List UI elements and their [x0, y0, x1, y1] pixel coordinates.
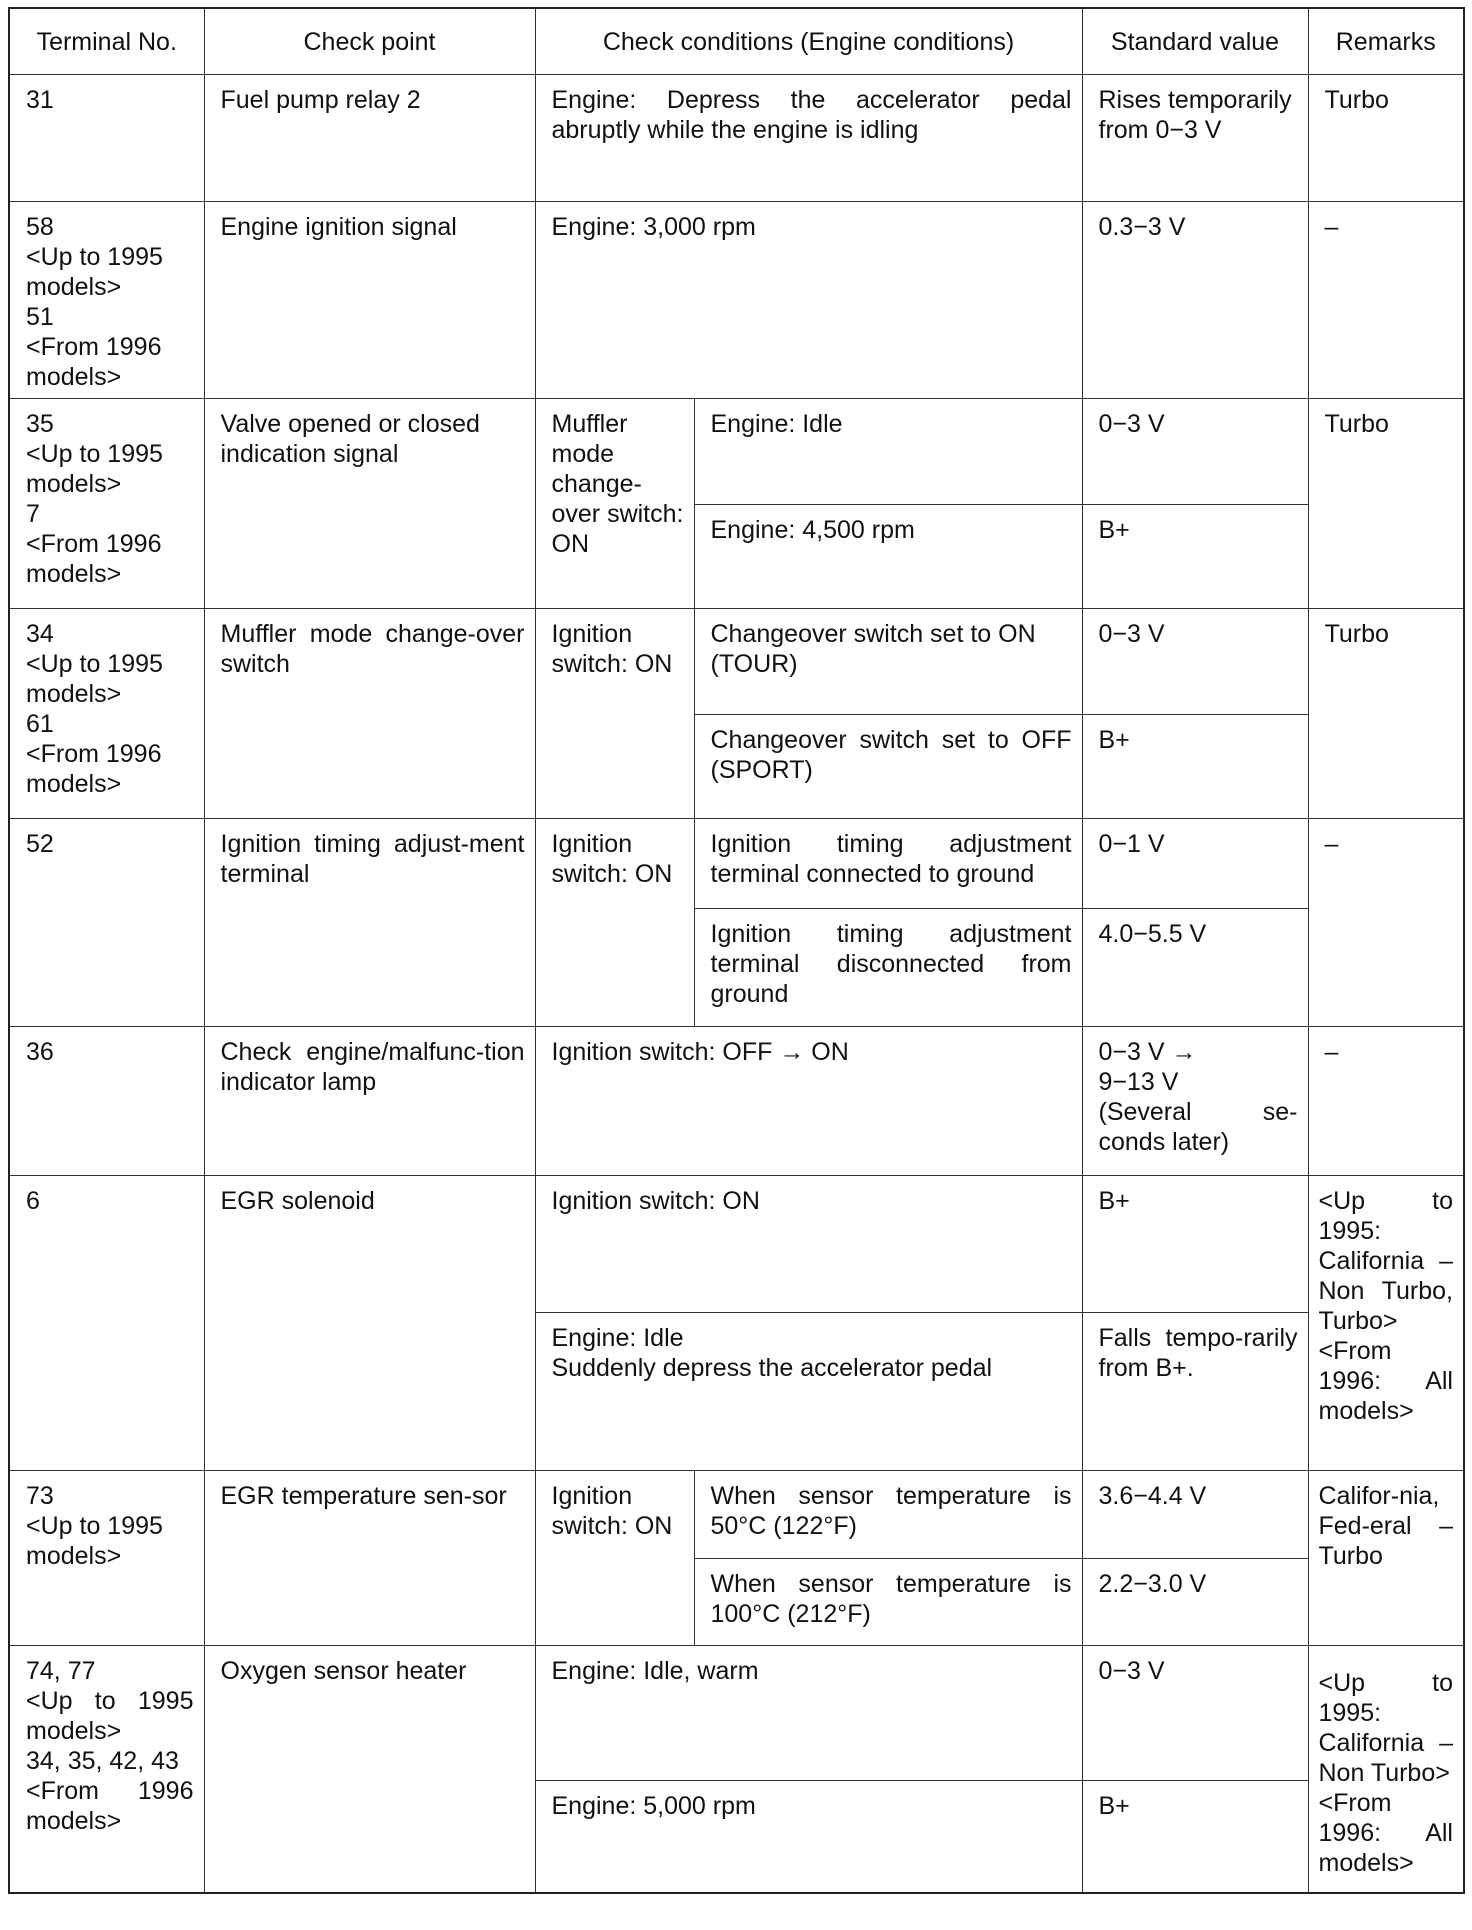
header-check-conditions: Check conditions (Engine conditions): [535, 8, 1082, 75]
terminal-cell: 6: [9, 1176, 204, 1471]
terminal-cell: 74, 77 <Up to 1995 models> 34, 35, 42, 43 <From 1996 models>: [9, 1646, 204, 1893]
condition-cell: Engine: Idle: [694, 399, 1082, 505]
check-point-cell: Valve opened or closed indication signal: [204, 399, 535, 609]
check-point-cell: Engine ignition signal: [204, 202, 535, 399]
condition-main-cell: Ignition switch: ON: [535, 1471, 694, 1646]
value-cell: 0−3 V → 9−13 V (Several se-conds later): [1082, 1027, 1308, 1176]
table-row: [9, 399, 1464, 505]
value-cell: B+: [1082, 1781, 1308, 1893]
terminal-cell: 58 <Up to 1995 models> 51 <From 1996 models>: [9, 202, 204, 399]
condition-cell: Engine: Idle, warm: [535, 1646, 1082, 1781]
value-cell: Rises temporarily from 0−3 V: [1082, 75, 1308, 202]
terminal-cell: 34 <Up to 1995 models> 61 <From 1996 models>: [9, 609, 204, 819]
value-cell: 0−1 V: [1082, 819, 1308, 909]
table-row: [9, 609, 1464, 715]
condition-cell: When sensor temperature is 50°C (122°F): [694, 1471, 1082, 1559]
table-row: [9, 202, 1464, 399]
condition-cell: Engine: 3,000 rpm: [535, 202, 1082, 399]
remarks-cell: Turbo: [1308, 399, 1464, 609]
condition-cell: Engine: 5,000 rpm: [535, 1781, 1082, 1893]
remarks-cell: Califor-nia, Fed-eral – Turbo: [1308, 1471, 1464, 1646]
table-row: [9, 1027, 1464, 1176]
condition-main-cell: Ignition switch: ON: [535, 819, 694, 1027]
value-cell: 0−3 V: [1082, 1646, 1308, 1781]
value-cell: B+: [1082, 505, 1308, 609]
value-cell: 4.0−5.5 V: [1082, 909, 1308, 1027]
remarks-cell: <Up to 1995: California – Non Turbo> <From 1996: All models>: [1308, 1646, 1464, 1893]
condition-cell: Engine: Idle Suddenly depress the accelerator pedal: [535, 1313, 1082, 1471]
condition-main-cell: Muffler mode change-over switch: ON: [535, 399, 694, 609]
remarks-cell: –: [1308, 819, 1464, 1027]
condition-cell: Changeover switch set to ON (TOUR): [694, 609, 1082, 715]
condition-cell: Ignition switch: OFF → ON: [535, 1027, 1082, 1176]
condition-cell: When sensor temperature is 100°C (212°F): [694, 1559, 1082, 1646]
header-row: [9, 8, 1464, 75]
header-remarks: Remarks: [1308, 8, 1464, 75]
remarks-cell: Turbo: [1308, 609, 1464, 819]
value-cell: Falls tempo-rarily from B+.: [1082, 1313, 1308, 1471]
value-cell: 0.3−3 V: [1082, 202, 1308, 399]
header-standard-value: Standard value: [1082, 8, 1308, 75]
condition-cell: Ignition timing adjustment terminal disconnected from ground: [694, 909, 1082, 1027]
table-row: [9, 1471, 1464, 1559]
table-row: [9, 819, 1464, 909]
table-row: [9, 1646, 1464, 1781]
condition-cell: Engine: Depress the accelerator pedal abruptly while the engine is idling: [535, 75, 1082, 202]
terminal-cell: 35 <Up to 1995 models> 7 <From 1996 models>: [9, 399, 204, 609]
check-point-cell: Check engine/malfunc-tion indicator lamp: [204, 1027, 535, 1176]
condition-cell: Ignition timing adjustment terminal connected to ground: [694, 819, 1082, 909]
check-point-cell: Muffler mode change-over switch: [204, 609, 535, 819]
value-cell: 2.2−3.0 V: [1082, 1559, 1308, 1646]
remarks-cell: –: [1308, 202, 1464, 399]
check-point-cell: Oxygen sensor heater: [204, 1646, 535, 1893]
header-terminal: Terminal No.: [9, 8, 204, 75]
terminal-cell: 36: [9, 1027, 204, 1176]
terminal-check-table: [8, 7, 1465, 1894]
terminal-cell: 73 <Up to 1995 models>: [9, 1471, 204, 1646]
remarks-cell: –: [1308, 1027, 1464, 1176]
condition-main-cell: Ignition switch: ON: [535, 609, 694, 819]
check-point-cell: EGR temperature sen-sor: [204, 1471, 535, 1646]
value-cell: B+: [1082, 715, 1308, 819]
value-cell: 3.6−4.4 V: [1082, 1471, 1308, 1559]
condition-cell: Ignition switch: ON: [535, 1176, 1082, 1313]
value-cell: B+: [1082, 1176, 1308, 1313]
terminal-cell: 31: [9, 75, 204, 202]
value-cell: 0−3 V: [1082, 609, 1308, 715]
check-point-cell: EGR solenoid: [204, 1176, 535, 1471]
remarks-cell: Turbo: [1308, 75, 1464, 202]
check-point-cell: Ignition timing adjust-ment terminal: [204, 819, 535, 1027]
terminal-cell: 52: [9, 819, 204, 1027]
table-row: [9, 1176, 1464, 1313]
condition-cell: Engine: 4,500 rpm: [694, 505, 1082, 609]
value-cell: 0−3 V: [1082, 399, 1308, 505]
check-point-cell: Fuel pump relay 2: [204, 75, 535, 202]
table-row: [9, 75, 1464, 202]
header-check-point: Check point: [204, 8, 535, 75]
remarks-cell: <Up to 1995: California – Non Turbo, Turbo> <From 1996: All models>: [1308, 1176, 1464, 1471]
condition-cell: Changeover switch set to OFF (SPORT): [694, 715, 1082, 819]
